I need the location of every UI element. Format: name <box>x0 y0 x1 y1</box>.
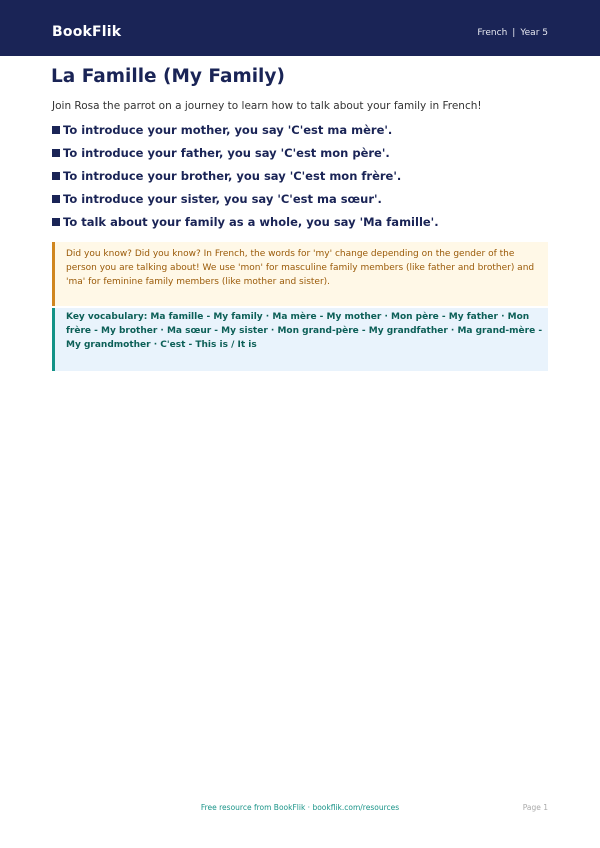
objective-text: To introduce your brother, you say 'C'est mon frère'. <box>63 169 402 183</box>
list-item <box>52 165 562 188</box>
square-bullet-icon <box>52 149 60 157</box>
list-item <box>52 211 562 234</box>
header-meta <box>477 27 548 39</box>
list-item <box>52 188 562 211</box>
list-item <box>52 119 562 142</box>
intro-text: Join Rosa the parrot on a journey to learn how to talk about your family in French! <box>52 100 482 112</box>
key-vocabulary-callout <box>52 308 548 371</box>
objectives-list <box>52 119 562 234</box>
square-bullet-icon <box>52 218 60 226</box>
subject-label: French <box>477 28 508 38</box>
page-title: La Famille (My Family) <box>51 66 285 87</box>
meta-separator: | <box>512 28 516 38</box>
key-vocabulary-text: Key vocabulary: Ma famille - My family · Ma mère - My mother · Mon père - My father · Mon frère - My brother · Ma sœur - My sister · Mon grand-père - My grandfather · Ma grand-mère - My grandmother · C'est - This is / It is <box>66 312 543 350</box>
did-you-know-callout <box>52 242 548 306</box>
square-bullet-icon <box>52 126 60 134</box>
header-bar <box>0 0 600 56</box>
did-you-know-text: Did you know? Did you know? In French, the words for 'my' change depending on the gender of the person you are talking about! We use 'mon' for masculine family members (like father and brother) and 'ma' for feminine family members (like mother and sister). <box>66 249 535 287</box>
list-item <box>52 142 562 165</box>
year-label: Year 5 <box>520 28 548 38</box>
page-number: Page 1 <box>522 803 548 812</box>
square-bullet-icon <box>52 195 60 203</box>
objective-text: To talk about your family as a whole, you say 'Ma famille'. <box>63 215 439 229</box>
objective-text: To introduce your mother, you say 'C'est ma mère'. <box>63 123 393 137</box>
footer-link[interactable]: Free resource from BookFlik · bookflik.com/resources <box>200 803 400 812</box>
square-bullet-icon <box>52 172 60 180</box>
brand-logo[interactable]: BookFlik <box>52 24 122 40</box>
objective-text: To introduce your father, you say 'C'est mon père'. <box>63 146 390 160</box>
objective-text: To introduce your sister, you say 'C'est ma sœur'. <box>63 192 382 206</box>
